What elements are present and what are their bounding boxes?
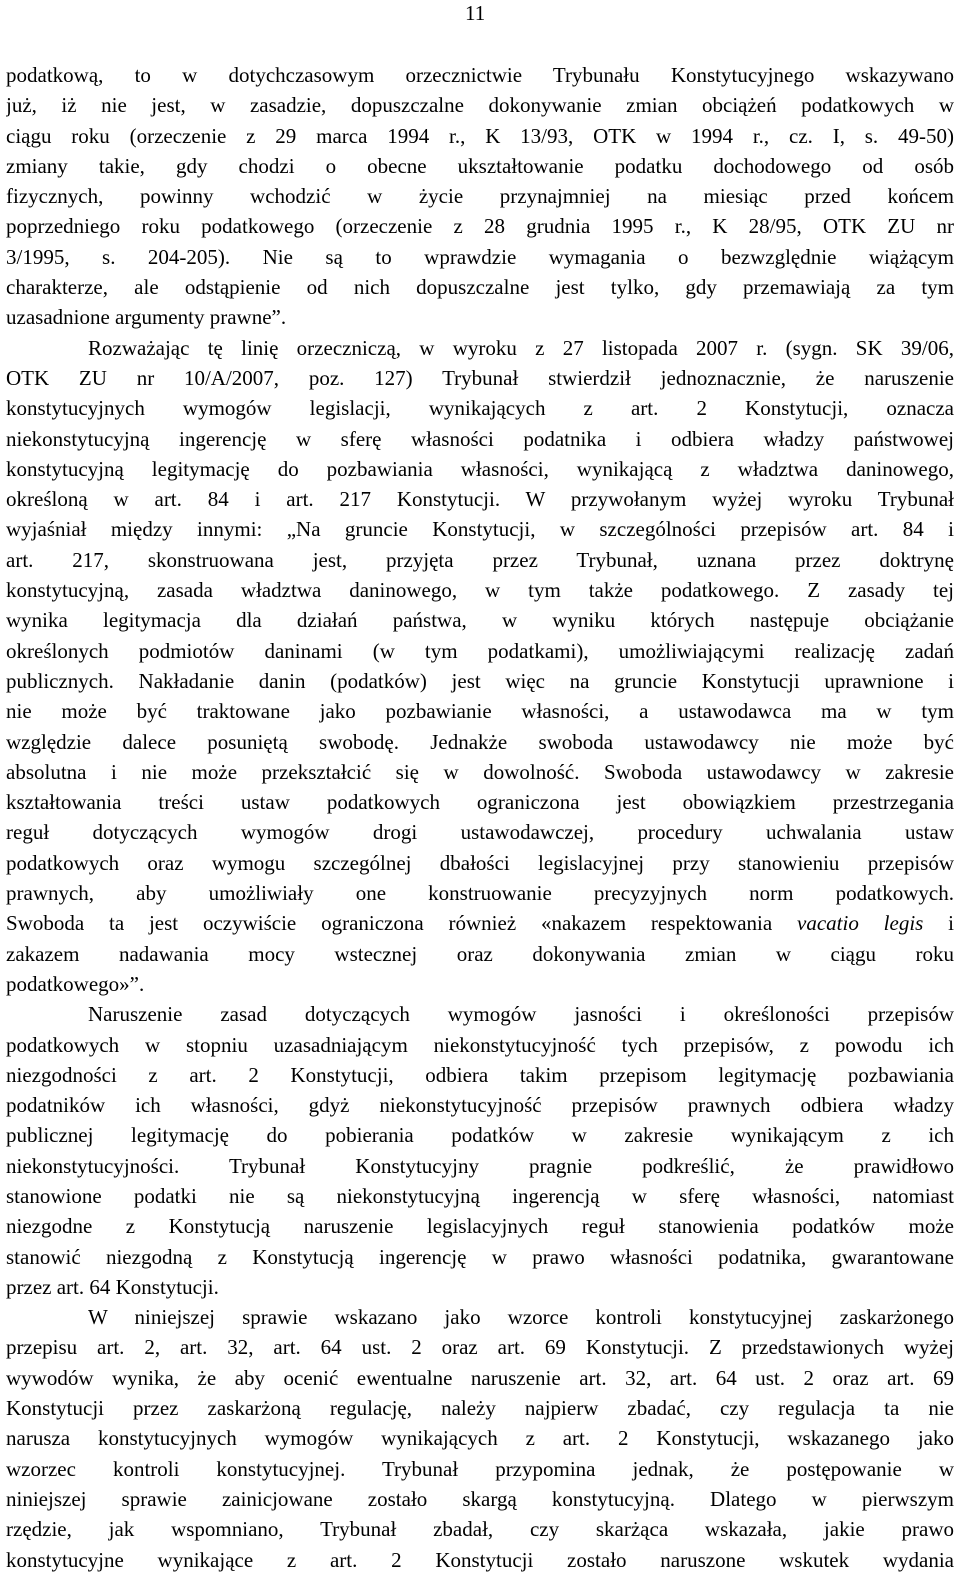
- page-number: 11: [465, 1, 486, 25]
- text-line: zmiany takie, gdy chodzi o obecne ukształtowanie podatku dochodowego od osób: [6, 153, 954, 178]
- text-line: stanowione podatki nie są niekonstytucyjną ingerencją w sferę własności, natomiast: [6, 1183, 954, 1208]
- text-line: W niniejszej sprawie wskazano jako wzorce kontroli konstytucyjnej zaskarżonego: [88, 1305, 954, 1330]
- text-line: niezgodne z Konstytucją naruszenie legislacyjnych reguł stanowienia podatków może: [6, 1214, 954, 1239]
- text-line: uzasadnione argumenty prawne”.: [6, 305, 287, 330]
- text-line: niniejszej sprawie zainicjowane zostało skargą konstytucyjną. Dlatego w pierwszym: [6, 1486, 954, 1511]
- text-line: niezgodności z art. 2 Konstytucji, odbiera takim przepisom legitymację pozbawiania: [6, 1062, 954, 1087]
- italic-term: vacatio legis: [797, 911, 924, 936]
- text-line: kształtowania treści ustaw podatkowych ograniczona jest obowiązkiem przestrzegania: [6, 790, 954, 815]
- text-line: publicznych. Nakładanie danin (podatków) jest więc na gruncie Konstytucji uprawnione i: [6, 668, 954, 693]
- text-line: 3/1995, s. 204-205). Nie są to wprawdzie wymagania o bezwzględnie wiążącym: [6, 244, 954, 269]
- text-line: Konstytucji przez zaskarżoną regulację, należy najpierw zbadać, czy regulacja ta nie: [6, 1396, 954, 1421]
- text-line: już, iż nie jest, w zasadzie, dopuszczalne dokonywanie zmian obciążeń podatkowych w: [6, 93, 954, 118]
- text-line: reguł dotyczących wymogów drogi ustawodawczej, procedury uchwalania ustaw: [6, 820, 954, 845]
- text-line: OTK ZU nr 10/A/2007, poz. 127) Trybunał stwierdził jednoznacznie, że naruszenie: [6, 365, 954, 390]
- text-line: poprzedniego roku podatkowego (orzeczenie z 28 grudnia 1995 r., K 28/95, OTK ZU nr: [6, 214, 954, 239]
- text-line: konstytucyjnych wymogów legislacji, wynikających z art. 2 Konstytucji, oznacza: [6, 396, 954, 421]
- text-line: niekonstytucyjności. Trybunał Konstytucyjny pragnie podkreślić, że prawidłowo: [6, 1153, 954, 1178]
- text-line-mixed: [6, 908, 954, 938]
- text-line: zakazem nadawania mocy wstecznej oraz dokonywania zmian w ciągu roku: [6, 941, 954, 966]
- text-segment: i: [923, 911, 954, 936]
- text-line: przez art. 64 Konstytucji.: [6, 1274, 219, 1299]
- text-line: art. 217, skonstruowana jest, przyjęta przez Trybunał, uznana przez doktrynę: [6, 547, 954, 572]
- text-line: wzorzec kontroli konstytucyjnej. Trybunał przypomina jednak, że postępowanie w: [6, 1456, 954, 1481]
- text-line: konstytucyjną legitymację do pozbawiania własności, wynikającą z władztwa daninowego,: [6, 456, 954, 481]
- text-line: narusza konstytucyjnych wymogów wynikających z art. 2 Konstytucji, wskazanego jako: [6, 1426, 954, 1451]
- text-line: podatkowego»”.: [6, 971, 145, 996]
- text-line: prawnych, aby umożliwiały one konstruowanie precyzyjnych norm podatkowych.: [6, 881, 954, 906]
- text-line: podatkowych w stopniu uzasadniającym niekonstytucyjność tych przepisów, z powodu ich: [6, 1032, 954, 1057]
- text-line: absolutna i nie może przekształcić się w dowolność. Swoboda ustawodawcy w zakresie: [6, 759, 954, 784]
- text-line: charakterze, ale odstąpienie od nich dopuszczalne jest tylko, gdy przemawiają za tym: [6, 275, 954, 300]
- text-line: rzędzie, jak wspomniano, Trybunał zbadał, czy skarżąca wskazała, jakie prawo: [6, 1517, 954, 1542]
- text-line: Naruszenie zasad dotyczących wymogów jasności i określoności przepisów: [88, 1002, 954, 1027]
- text-line: względzie dalece posuniętą swobodę. Jednakże swoboda ustawodawcy nie może być: [6, 729, 954, 754]
- text-line: podatkowych oraz wymogu szczególnej dbałości legislacyjnej przy stanowieniu przepisów: [6, 850, 954, 875]
- text-line: konstytucyjną, zasada władztwa daninowego, w tym także podatkowego. Z zasady tej: [6, 578, 954, 603]
- text-line: określoną w art. 84 i art. 217 Konstytucji. W przywołanym wyżej wyroku Trybunał: [6, 487, 954, 512]
- text-line: wyjaśniał między innymi: „Na gruncie Konstytucji, w szczególności przepisów art. 84 i: [6, 517, 954, 542]
- text-line: wynika legitymacja dla działań państwa, w wyniku których następuje obciążanie: [6, 608, 954, 633]
- text-line: określonych podmiotów daninami (w tym podatkami), umożliwiającymi realizację zadań: [6, 638, 954, 663]
- text-line: nie może być traktowane jako pozbawianie własności, a ustawodawca ma w tym: [6, 699, 954, 724]
- text-line: podatkową, to w dotychczasowym orzecznictwie Trybunału Konstytucyjnego wskazywano: [6, 63, 954, 87]
- text-line: konstytucyjne wynikające z art. 2 Konstytucji zostało naruszone wskutek wydania: [6, 1547, 954, 1572]
- text-line: ciągu roku (orzeczenie z 29 marca 1994 r., K 13/93, OTK w 1994 r., cz. I, s. 49-50): [6, 123, 954, 148]
- document-body: [6, 60, 954, 1575]
- text-line: Rozważając tę linię orzeczniczą, w wyroku z 27 listopada 2007 r. (sygn. SK 39/06,: [88, 335, 954, 360]
- text-segment: Swoboda ta jest oczywiście ograniczona również «nakazem respektowania: [6, 911, 773, 936]
- text-line: wywodów wynika, że aby ocenić ewentualne naruszenie art. 32, art. 64 ust. 2 oraz art. 69: [6, 1365, 954, 1390]
- text-line: niekonstytucyjną ingerencję w sferę własności podatnika i odbiera władzy państwowej: [6, 426, 954, 451]
- text-line: fizycznych, powinny wchodzić w życie przynajmniej na miesiąc przed końcem: [6, 184, 954, 209]
- text-line: publicznej legitymację do pobierania podatków w zakresie wynikającym z ich: [6, 1123, 954, 1148]
- text-line: przepisu art. 2, art. 32, art. 64 ust. 2 oraz art. 69 Konstytucji. Z przedstawionych wyżej: [6, 1335, 954, 1360]
- text-line: stanowić niezgodną z Konstytucją ingerencję w prawo własności podatnika, gwarantowane: [6, 1244, 954, 1269]
- text-line: podatników ich własności, gdyż niekonstytucyjność przepisów prawnych odbiera władzy: [6, 1093, 954, 1118]
